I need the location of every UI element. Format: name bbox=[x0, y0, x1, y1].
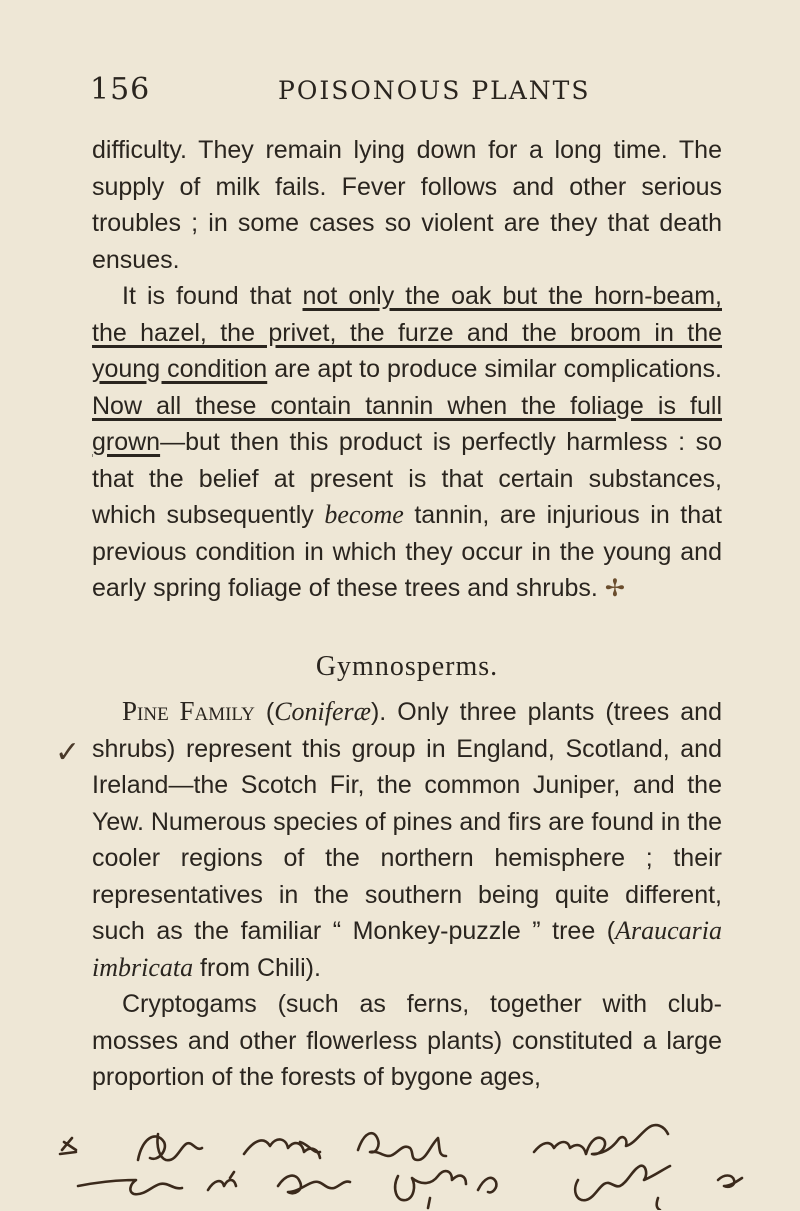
underlined-passage-1: not only the oak but the horn-beam, the hazel, the privet, the furze and the broom in the young condition bbox=[92, 282, 722, 383]
body-text bbox=[92, 132, 722, 1096]
latin-close: ). bbox=[370, 698, 387, 726]
paragraph-3 bbox=[92, 693, 722, 986]
paragraph-2-mid: are apt to produce similar complications. bbox=[267, 355, 723, 383]
paragraph-3-text: Only three plants (trees and shrubs) represent this group in England, Scotland, and Ireland—the Scotch Fir, the common Juniper, and the Yew. Numerous species of pines and firs are found in the cooler regions of the northern hemisphere ; their representatives in the southern being quite different, such as the familiar “ Monkey-puzzle ” tree ( bbox=[92, 698, 723, 945]
paragraph-2-end: tannin, are injurious in that previous condition in which they occur in the young and early spring foliage of these trees and shrubs. bbox=[92, 501, 722, 602]
family-name: Pine Family bbox=[122, 696, 255, 726]
species-latin-name: Araucaria imbricata bbox=[92, 916, 722, 982]
check-mark-icon: ✓ bbox=[55, 735, 81, 770]
running-head: POISONOUS PLANTS bbox=[278, 76, 591, 105]
page-number: 156 bbox=[90, 72, 151, 107]
paragraph-2-continued: —but then this product is perfectly harmless : so that the belief at present is that certain substances, which subsequently bbox=[92, 428, 722, 529]
latin-open: ( bbox=[254, 698, 275, 726]
paragraph-2 bbox=[92, 278, 722, 607]
margin-mark-icon: ✢ bbox=[604, 574, 625, 602]
section-heading: Gymnosperms. bbox=[315, 650, 499, 682]
paragraph-3-end: from Chili). bbox=[193, 953, 321, 982]
italic-word-become: become bbox=[324, 500, 404, 529]
paragraph-1: difficulty. They remain lying down for a long time. The supply of milk fails. Fever follows and other serious troubles ; in some cases so violent are they that death ensues. bbox=[92, 136, 722, 274]
paragraph-4: Cryptogams (such as ferns, together with club-mosses and other flowerless plants) constituted a large proportion of the forests of bygone ages, bbox=[92, 990, 722, 1091]
page-header bbox=[90, 72, 730, 116]
underlined-passage-2: Now all these contain tannin when the foliage is full grown bbox=[92, 391, 722, 456]
family-latin-name: Coniferæ bbox=[274, 697, 371, 726]
handwriting-strokes bbox=[60, 1125, 742, 1210]
paragraph-2-start: It is found that bbox=[122, 282, 303, 310]
handwritten-annotation bbox=[58, 1120, 758, 1210]
